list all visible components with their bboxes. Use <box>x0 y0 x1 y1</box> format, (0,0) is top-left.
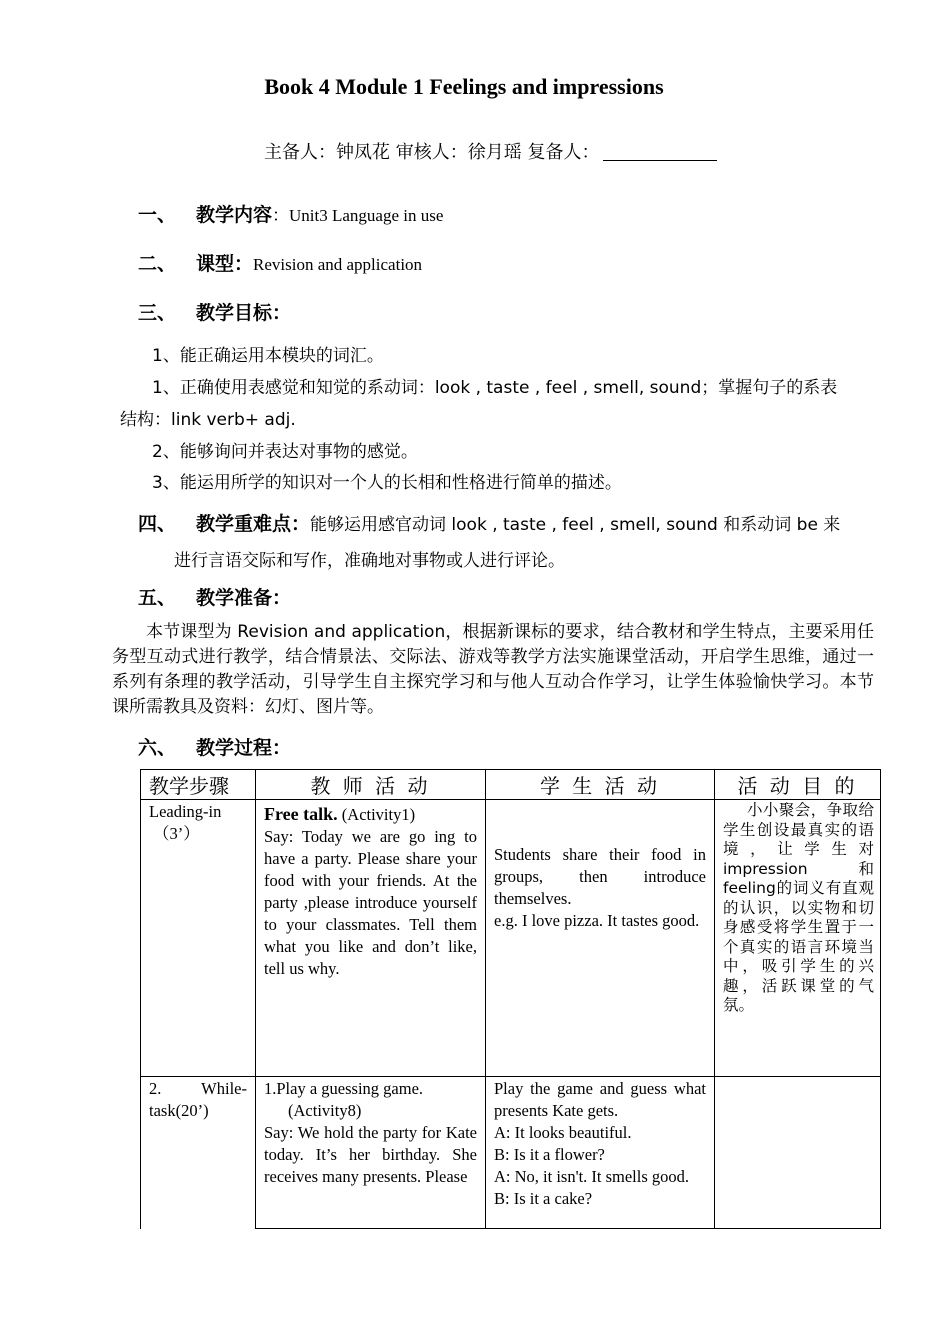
step-name: 2. While-task(20’) <box>149 1079 247 1120</box>
purpose-cell <box>715 800 881 1077</box>
dialogue-line: A: It looks beautiful. <box>494 1123 632 1142</box>
section-heading: 课型： <box>196 253 254 275</box>
header-step: 教学步骤 <box>141 770 256 800</box>
section-heading: 教学重难点： <box>196 513 311 535</box>
section-objectives <box>138 298 291 325</box>
teacher-cell <box>256 800 486 1077</box>
activity-title: Free talk. <box>264 804 338 824</box>
goal-item: 3、能运用所学的知识对一个人的长相和性格进行简单的描述。 <box>152 473 622 493</box>
teacher-text: Say: We hold the party for Kate today. It’s her birthday. She receives many presents. Please <box>264 1123 477 1186</box>
section-number: 一、 <box>138 204 177 226</box>
staff-line <box>264 138 717 164</box>
preparation-paragraph: 本节课型为 Revision and application，根据新课标的要求，结合教材和学生特点，主要采用任务型互动式进行教学，结合情景法、交际法、游戏等教学方法实施课堂活动，开启学生思维，通过一系列有条理的教学活动，引导学生自主探究学习和与他人互动合作学习，让学生体验愉快学习。本节课所需教具及资料：幻灯、图片等。 <box>112 622 874 717</box>
section-heading: 教学准备： <box>196 587 292 609</box>
purpose-cell <box>715 1077 881 1229</box>
section-heading: 教学内容 <box>196 204 273 226</box>
section-number: 四、 <box>138 513 177 535</box>
table-header-row <box>141 770 881 800</box>
goal-item: 1、能正确运用本模块的词汇。 <box>152 346 384 366</box>
student-example: e.g. I love pizza. It tastes good. <box>494 911 700 930</box>
section-number: 二、 <box>138 253 177 275</box>
step-name: Leading-in <box>149 802 222 821</box>
dialogue-line: B: Is it a flower? <box>494 1145 605 1164</box>
goal-item: 1、正确使用表感觉和知觉的系动词：look , taste , feel , smell, sound；掌握句子的系表 <box>152 378 838 398</box>
student-cell <box>486 800 715 1077</box>
table-row <box>141 800 881 1077</box>
staff-names: 主备人：钟凤花 审核人：徐月瑶 复备人： <box>264 142 600 163</box>
section-heading: 教学目标： <box>196 302 292 324</box>
student-text: Students share their food in groups, then introduce themselves. <box>494 845 706 908</box>
process-table <box>140 769 881 1229</box>
section-number: 六、 <box>138 737 177 759</box>
teacher-cell <box>256 1077 486 1229</box>
section-body-continued: 进行言语交际和写作，准确地对事物或人进行评论。 <box>174 551 565 571</box>
activity-label: (Activity8) <box>288 1101 362 1120</box>
header-purpose: 活 动 目 的 <box>715 770 881 800</box>
reviewer-blank <box>603 142 717 161</box>
header-student: 学 生 活 动 <box>486 770 715 800</box>
section-body: 能够运用感官动词 look , taste , feel , smell, sound 和系动词 be 来 <box>310 515 841 535</box>
section-process <box>138 733 291 760</box>
activity-title: 1.Play a guessing game. <box>264 1079 424 1098</box>
section-content <box>138 200 443 227</box>
dialogue-line: B: Is it a cake? <box>494 1189 593 1208</box>
step-time: （3’） <box>153 824 200 843</box>
section-number: 三、 <box>138 302 177 324</box>
section-preparation <box>138 583 291 610</box>
section-body: Revision and application <box>253 255 423 274</box>
section-key-points <box>138 509 840 536</box>
section-heading: 教学过程： <box>196 737 292 759</box>
goal-item-continued: 结构：link verb+ adj. <box>120 410 296 430</box>
section-body: Unit3 Language in use <box>289 206 444 225</box>
section-sep: ： <box>272 206 290 226</box>
purpose-text: 小小聚会，争取给学生创设最真实的语境，让学生对impression 和 feeling的词义有直观的认识，以实物和切身感受将学生置于一个真实的语言环境当中，吸引学生的兴趣，活跃课堂的气氛。 <box>723 801 874 1014</box>
student-text: Play the game and guess what presents Kate gets. <box>494 1079 706 1120</box>
section-lesson-type <box>138 249 422 276</box>
goal-item: 2、能够询问并表达对事物的感觉。 <box>152 442 418 462</box>
header-teacher: 教 师 活 动 <box>256 770 486 800</box>
table-row <box>141 1077 881 1229</box>
dialogue-line: A: No, it isn't. It smells good. <box>494 1167 690 1186</box>
step-cell <box>141 1077 256 1229</box>
activity-label: (Activity1) <box>337 805 416 824</box>
section-number: 五、 <box>138 587 177 609</box>
page-title: Book 4 Module 1 Feelings and impressions <box>264 74 664 99</box>
step-cell <box>141 800 256 1077</box>
student-cell <box>486 1077 715 1229</box>
teacher-text: Say: Today we are go ing to have a party. Please share your food with your friends. At the party ,please introduce yourself to your classmates. Tell them what you like and don’t like, tell us why. <box>264 827 477 978</box>
